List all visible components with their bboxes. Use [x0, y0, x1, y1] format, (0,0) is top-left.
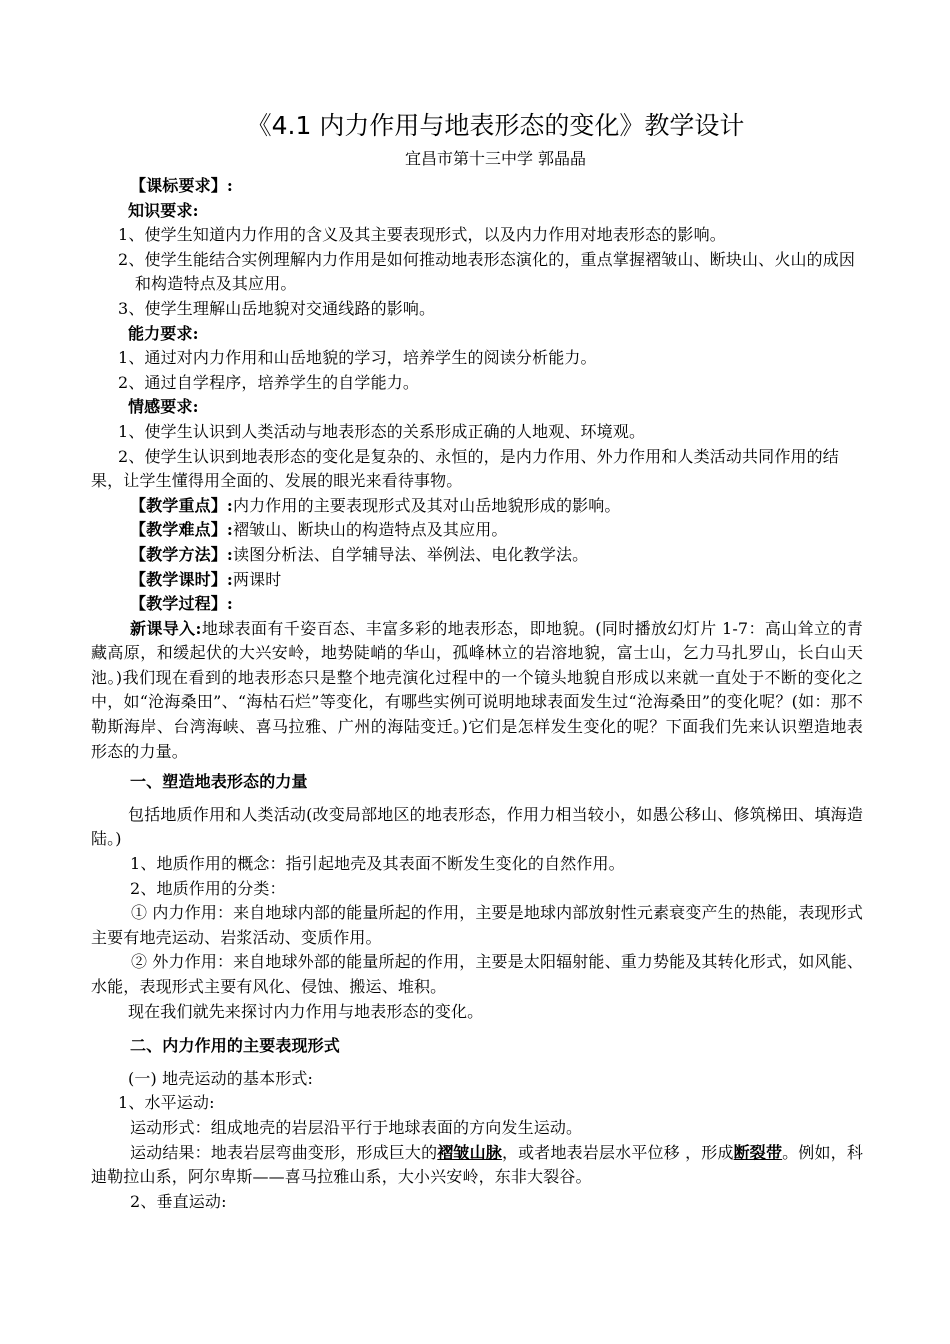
- intro-label: 新课导入:: [130, 618, 202, 638]
- section2-paragraph-2: 1、水平运动:: [118, 1093, 215, 1113]
- knowledge-heading: 知识要求:: [128, 200, 199, 220]
- p4-part-c: 。例如，科迪勒拉山系，阿尔卑斯——喜马拉雅山系，大小兴安岭，东非大裂谷。: [91, 1142, 863, 1187]
- methods-label: 【教学方法】:: [130, 544, 233, 564]
- emotion-item-1: 1、使学生认识到人类活动与地表形态的关系形成正确的人地观、环境观。: [118, 421, 646, 441]
- section2-paragraph-4: [91, 1141, 863, 1190]
- hours-text: 两课时: [232, 569, 282, 589]
- process-heading: 【教学过程】:: [130, 594, 233, 614]
- section1-paragraph-6: 现在我们就先来探讨内力作用与地表形态的变化。: [128, 1001, 484, 1021]
- section1-paragraph-4: ① 内力作用：来自地球内部的能量所起的作用，主要是地球内部放射性元素衰变产生的热能，表现形式主要有地壳运动、岩浆活动、变质作用。: [91, 903, 863, 947]
- difficulties: [118, 518, 863, 543]
- section1-heading: 一、塑造地表形态的力量: [130, 772, 308, 792]
- document-title: 《4.1 内力作用与地表形态的变化》教学设计: [246, 111, 745, 140]
- intro-text: 地球表面有千姿百态、丰富多彩的地表形态，即地貌。(同时播放幻灯片 1-7：高山耸立的青藏高原，和缓起伏的大兴安岭，地势陡峭的华山，孤峰林立的岩溶地貌，富士山，乞力马扎罗山，长白山天池。)我们现在看到的地表形态只是整个地壳演化过程中的一个镜头地貌自形成以来就一直处于不断的变化之中，如“沧海桑田”、“海枯石烂”等变化，有哪些实例可说明地球表面发生过“沧海桑田”的变化呢？(如：那不勒斯海岸、台湾海峡、喜马拉雅、广州的海陆变迁。)它们是怎样发生变化的呢？下面我们先来认识塑造地表形态的力量。: [91, 618, 863, 761]
- section2-heading: 二、内力作用的主要表现形式: [130, 1036, 340, 1056]
- ability-item-2: 2、通过自学程序，培养学生的自学能力。: [118, 372, 420, 392]
- knowledge-item-1: 1、使学生知道内力作用的含义及其主要表现形式，以及内力作用对地表形态的影响。: [118, 225, 726, 245]
- ability-item-1: 1、通过对内力作用和山岳地貌的学习，培养学生的阅读分析能力。: [118, 348, 597, 368]
- emotion-item-2: 2、使学生认识到地表形态的变化是复杂的、永恒的，是内力作用、外力作用和人类活动共同作用的结果，让学生懂得用全面的、发展的眼光来看待事物。: [91, 446, 839, 491]
- term-fault-zone: 断裂带: [733, 1142, 783, 1162]
- knowledge-item-2: 2、使学生能结合实例理解内力作用是如何推动地表形态演化的，重点掌握褶皱山、断块山、火山的成因和构造特点及其应用。: [118, 249, 856, 294]
- author-line: 宜昌市第十三中学 郭晶晶: [404, 149, 587, 168]
- p4-part-a: 运动结果：地表岩层弯曲变形，形成巨大的: [130, 1142, 438, 1162]
- difficulties-text: 褶皱山、断块山的构造特点及其应用。: [232, 520, 508, 540]
- section1-paragraph-1: 包括地质作用和人类活动(改变局部地区的地表形态，作用力相当较小，如愚公移山、修筑梯田、填海造陆。): [91, 804, 863, 849]
- ability-heading: 能力要求:: [128, 323, 199, 343]
- knowledge-item-3: 3、使学生理解山岳地貌对交通线路的影响。: [118, 298, 436, 318]
- emotion-heading: 情感要求:: [128, 397, 199, 417]
- section1-paragraph-2: 1、地质作用的概念：指引起地壳及其表面不断发生变化的自然作用。: [130, 854, 625, 874]
- hours-label: 【教学课时】:: [130, 569, 233, 589]
- section2-paragraph-1: (一) 地壳运动的基本形式:: [128, 1068, 314, 1088]
- hours: [118, 568, 863, 593]
- curriculum-heading: 【课标要求】:: [130, 176, 233, 195]
- key-points: [118, 494, 863, 519]
- key-points-text: 内力作用的主要表现形式及其对山岳地貌形成的影响。: [232, 495, 621, 515]
- document-page: [91, 106, 863, 1214]
- section1-paragraph-3: 2、地质作用的分类：: [130, 878, 286, 898]
- term-fold-mountains: 褶皱山脉: [437, 1142, 502, 1162]
- key-points-label: 【教学重点】:: [130, 495, 233, 515]
- section2-paragraph-5: 2、垂直运动:: [130, 1191, 227, 1211]
- methods: [118, 543, 863, 568]
- section1-paragraph-5: ② 外力作用：来自地球外部的能量所起的作用，主要是太阳辐射能、重力势能及其转化形式，如风能、水能，表现形式主要有风化、侵蚀、搬运、堆积。: [91, 952, 863, 996]
- section2-paragraph-3: 运动形式：组成地壳的岩层沿平行于地球表面的方向发生运动。: [130, 1117, 583, 1137]
- methods-text: 读图分析法、自学辅导法、举例法、电化教学法。: [232, 544, 589, 564]
- difficulties-label: 【教学难点】:: [130, 520, 233, 540]
- p4-part-b: ，或者地表岩层水平位移 ，形成: [501, 1142, 734, 1162]
- intro-paragraph: [91, 617, 863, 765]
